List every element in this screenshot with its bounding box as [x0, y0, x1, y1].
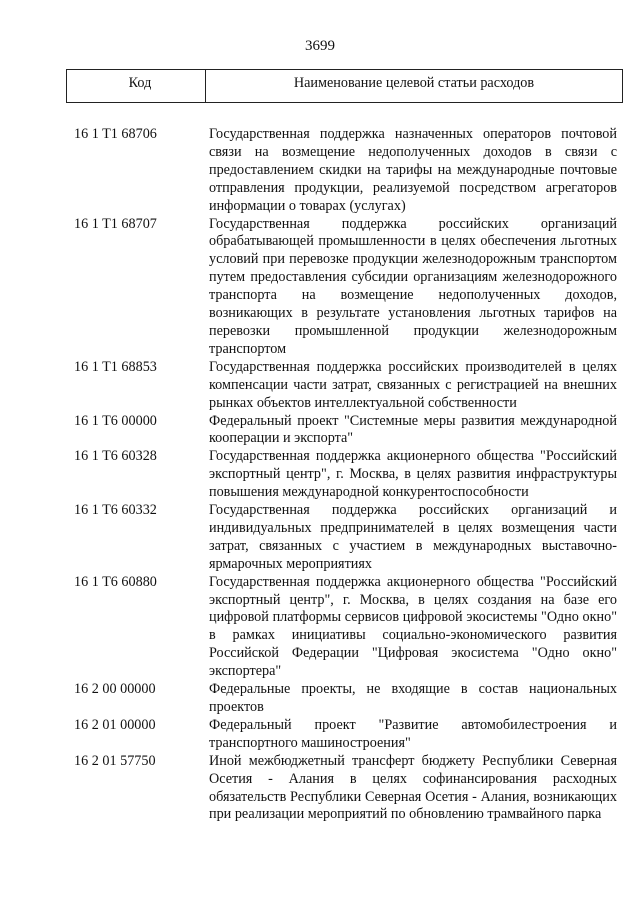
table-row	[66, 753, 617, 825]
header-name: Наименование целевой статьи расходов	[293, 75, 535, 91]
header-code: Код	[67, 70, 206, 102]
row-name: Федеральный проект "Развитие автомобилестроения и транспортного машиностроения"	[209, 716, 617, 751]
table-row	[66, 126, 617, 216]
row-name: Государственная поддержка российских организаций обрабатывающей промышленности в целях обеспечения льготных условий при перевозке продукции железнодорожным транспортом путем предоставления субсидии организациям железнодорожного транспорта на возмещение недополученных доходов, возникающих в результате установления льготных тарифов на перевозки промышленной продукции железнодорожным транспортом	[209, 215, 617, 357]
page-number: 3699	[305, 38, 335, 54]
row-code: 16 1 T1 68706	[74, 126, 157, 142]
table-row	[66, 502, 617, 574]
row-name: Государственная поддержка акционерного общества "Российский экспортный центр", г. Москва, в целях развития инфраструктуры повышения международной конкурентоспособности	[209, 448, 617, 501]
row-name: Государственная поддержка российских производителей в целях компенсации части затрат, связанных с регистрацией на внешних рынках объектов интеллектуальной собственности	[209, 358, 617, 411]
row-name: Иной межбюджетный трансферт бюджету Республики Северная Осетия - Алания в целях софинансирования расходных обязательств Республики Северная Осетия - Алания, возникающих при реализации мероприятий по обновлению трамвайного парка	[209, 752, 617, 823]
table-row	[66, 681, 617, 717]
row-code: 16 2 00 00000	[74, 681, 156, 698]
row-code: 16 1 T1 68853	[74, 358, 157, 375]
row-code: 16 1 T6 60328	[74, 448, 157, 465]
row-name: Федеральный проект "Системные меры развития международной кооперации и экспорта"	[209, 412, 617, 447]
row-name: Государственная поддержка акционерного общества "Российский экспортный центр", г. Москва, в целях создания на базе его цифровой платформы сервисов цифровой экосистемы "Одно окно" в рамках инициативы социально-экономического развития Российской Федерации "Цифровая экосистема "Одно окно" экспортера"	[209, 573, 617, 680]
row-name: Государственная поддержка российских организаций и индивидуальных предпринимателей в целях возмещения части затрат, связанных с участием в международных выставочно-ярмарочных мероприятиях	[209, 502, 617, 572]
row-code: 16 1 T6 60880	[74, 573, 157, 590]
table-row	[66, 216, 617, 359]
table-row	[66, 359, 617, 413]
row-code: 16 1 T6 60332	[74, 502, 157, 519]
table-header	[66, 69, 623, 103]
row-code: 16 1 T6 00000	[74, 412, 157, 429]
table-body	[66, 126, 617, 824]
row-code: 16 1 T1 68707	[74, 215, 157, 232]
table-row	[66, 448, 617, 502]
row-code: 16 2 01 57750	[74, 752, 156, 769]
table-row	[66, 413, 617, 449]
row-name: Федеральные проекты, не входящие в состав национальных проектов	[209, 681, 617, 715]
table-row	[66, 717, 617, 753]
row-code: 16 2 01 00000	[74, 716, 156, 733]
row-name: Государственная поддержка назначенных операторов почтовой связи на возмещение недополученных доходов в связи с предоставлением скидки на тарифы на международные почтовые отправления продукции, реализуемой посредством агрегаторов информации о товарах (услугах)	[209, 126, 617, 214]
table-row	[66, 574, 617, 681]
